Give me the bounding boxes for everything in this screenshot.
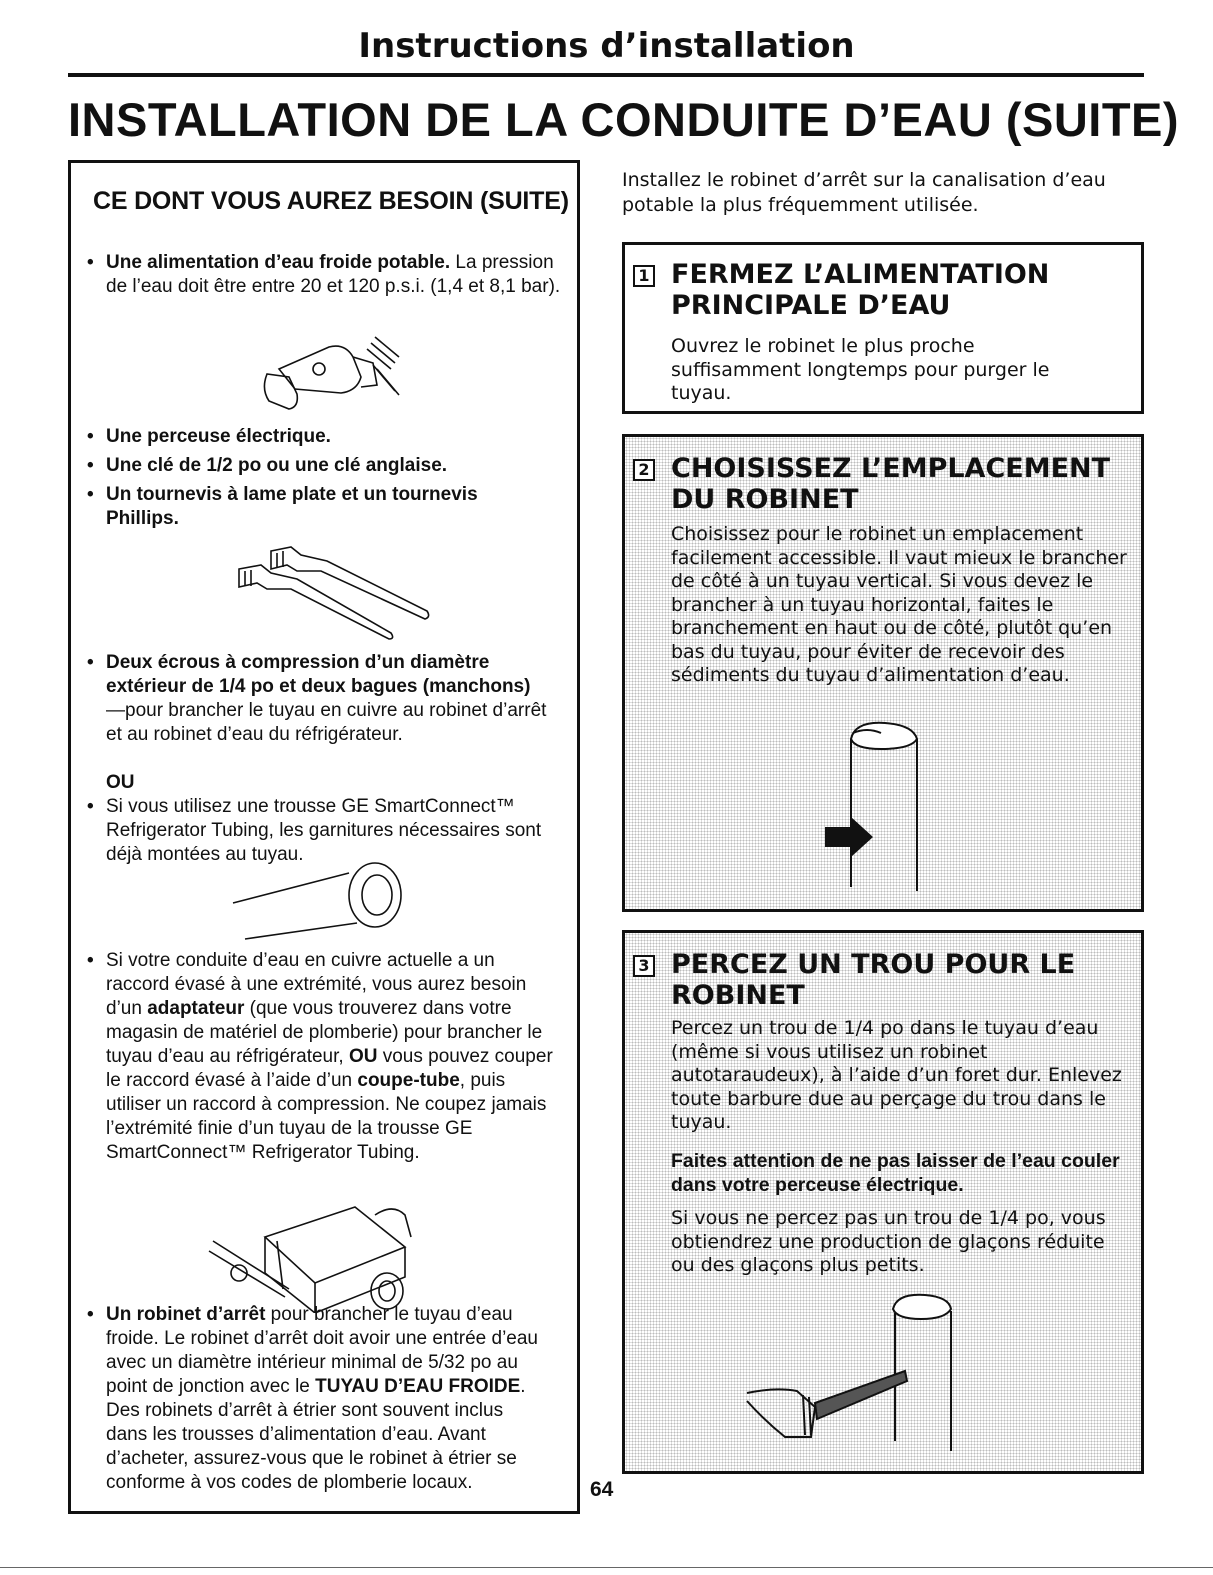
bullet: • [87, 455, 94, 476]
page-title: INSTALLATION DE LA CONDUITE D’EAU (SUITE) [68, 93, 1180, 146]
list-item [87, 1303, 547, 1495]
item-bold: Un tournevis à lame plate et un tournevis Phillips. [106, 484, 478, 529]
intro-text: Installez le robinet d’arrêt sur la canalisation d’eau potable la plus fréquemment utilisée. [622, 169, 1106, 216]
shutoff-valve-illustration [205, 1197, 425, 1313]
step-3-box [622, 930, 1144, 1474]
materials-box [68, 160, 580, 1514]
header-title: Instructions d’installation [358, 26, 855, 66]
item-text: vous pouvez couper le raccord évasé à l’aide d’un [106, 1046, 553, 1091]
drilling-pipe-illustration [745, 1291, 985, 1461]
or-label: OU [106, 772, 135, 793]
tubing-illustration [231, 855, 421, 945]
vertical-pipe-illustration [815, 719, 935, 897]
bullet: • [87, 796, 94, 817]
bullet: • [87, 484, 94, 505]
list-item [87, 251, 567, 299]
step-title-line: PERCEZ UN TROU POUR LE [671, 949, 1076, 980]
item-bold: Une perceuse électrique. [106, 426, 331, 447]
step-title-line: PRINCIPALE D’EAU [671, 290, 951, 321]
bullet: • [87, 950, 94, 971]
page-number: 64 [590, 1478, 614, 1501]
step-number: 2 [633, 459, 655, 481]
item-bold: coupe-tube [357, 1070, 460, 1091]
item-text: pour brancher le tuyau d’eau froide. Le robinet d’arrêt doit avoir une entrée d’eau avec un diamètre intérieur minimal de 5/32 po au point de jonction avec le [106, 1304, 538, 1397]
list-item [87, 949, 557, 1165]
list-item [87, 651, 547, 747]
item-bold: Une clé de 1/2 po ou une clé anglaise. [106, 455, 448, 476]
item-bold: TUYAU D’EAU FROIDE [315, 1376, 521, 1397]
materials-heading: CE DONT VOUS AUREZ BESOIN (SUITE) [93, 187, 569, 215]
step-title-line: FERMEZ L’ALIMENTATION [671, 259, 1050, 290]
step-title-line: DU ROBINET [671, 484, 859, 515]
step-number: 3 [633, 955, 655, 977]
step-body: Si vous ne percez pas un trou de 1/4 po, vous obtiendrez une production de glaçons réduite ou des glaçons plus petits. [671, 1207, 1106, 1276]
item-text: . Des robinets d’arrêt à étrier sont souvent inclus dans les trousses d’alimentation d’eau. Avant d’acheter, assurez-vous que le robinet à étrier se conforme à vos codes de plomberie locaux. [106, 1376, 526, 1493]
bullet: • [87, 1304, 94, 1325]
item-bold: Un robinet d’arrêt [106, 1304, 266, 1325]
step-title [671, 259, 1049, 321]
step-number: 1 [633, 265, 655, 287]
electric-drill-illustration [249, 329, 409, 411]
bullet: • [87, 426, 94, 447]
item-text: Si votre conduite d’eau en cuivre actuelle a un raccord évasé à une extrémité, vous aurez besoin d’un [106, 950, 527, 1019]
step-body: Ouvrez le robinet le plus proche suffisamment longtemps pour purger le tuyau. [671, 335, 1050, 404]
step-1-box [622, 242, 1144, 414]
item-text: La pression de l’eau doit être entre 20 et 120 p.s.i. (1,4 et 8,1 bar). [106, 252, 561, 297]
header-rule [68, 73, 1144, 77]
item-text: —pour brancher le tuyau en cuivre au robinet d’arrêt et au robinet d’eau du réfrigérateur. [106, 700, 547, 745]
step-body: Choisissez pour le robinet un emplacement facilement accessible. Il vaut mieux le brancher de côté à un tuyau vertical. Si vous devez le brancher à un tuyau horizontal, faites le branchement en haut ou de côté, plutôt qu’en bas du tuyau, pour éviter de recevoir des sédiments du tuyau d’alimentation d’eau. [671, 523, 1127, 686]
item-bold: Une alimentation d’eau froide potable. [106, 252, 451, 273]
item-bold: adaptateur [147, 998, 245, 1019]
list-item [87, 454, 567, 478]
step-title [671, 453, 1110, 515]
list-item [87, 483, 507, 531]
item-bold: Deux écrous à compression d’un diamètre extérieur de 1/4 po et deux bagues (manchons) [106, 652, 531, 697]
step-warning: Faites attention de ne pas laisser de l’eau couler dans votre perceuse électrique. [671, 1150, 1120, 1196]
bullet: • [87, 252, 94, 273]
item-bold: OU [348, 1046, 378, 1067]
bottom-rule [0, 1567, 1213, 1568]
item-text: , puis utiliser un raccord à compression. Ne coupez jamais l’extrémité finie d’un tuyau de la trousse GE SmartConnect™ Refrigerator Tubing. [106, 1070, 547, 1163]
item-text: (que vous trouverez dans votre magasin de matériel de plomberie) pour brancher le tuyau d’eau au réfrigérateur, [106, 998, 543, 1067]
step-title-line: CHOISISSEZ L’EMPLACEMENT [671, 453, 1111, 484]
screwdrivers-illustration [231, 541, 441, 641]
item-text: Si vous utilisez une trousse GE SmartConnect™ Refrigerator Tubing, les garnitures nécessaires sont déjà montées au tuyau. [106, 796, 542, 865]
step-title [671, 949, 1075, 1011]
step-title-line: ROBINET [671, 980, 805, 1011]
step-body: Percez un trou de 1/4 po dans le tuyau d’eau (même si vous utilisez un robinet autotaraudeux), à l’aide d’un foret dur. Enlevez toute barbure due au perçage du trou dans le tuyau. [671, 1017, 1122, 1133]
list-item [87, 425, 567, 449]
step-2-box [622, 434, 1144, 912]
bullet: • [87, 652, 94, 673]
